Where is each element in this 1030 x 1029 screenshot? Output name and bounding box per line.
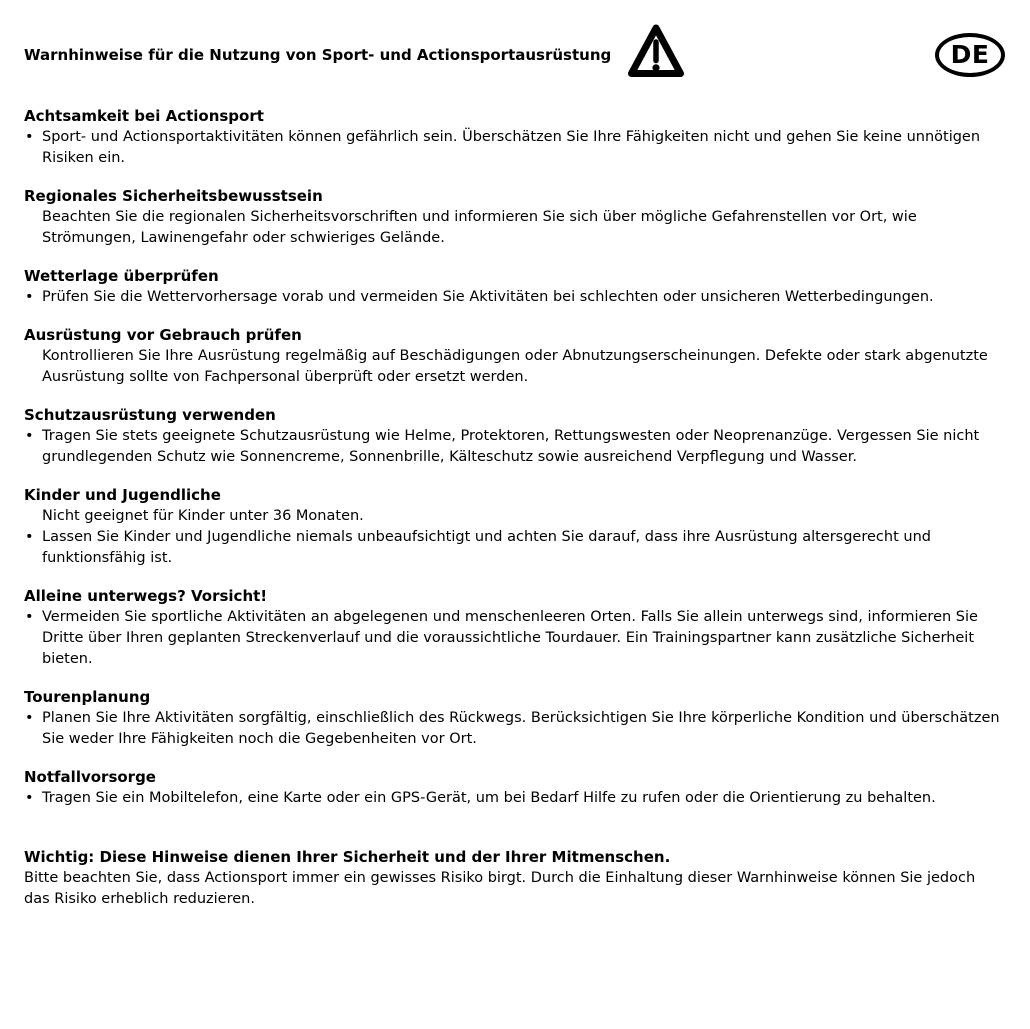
item-text: Kontrollieren Sie Ihre Ausrüstung regelmäßig auf Beschädigungen oder Abnutzungserscheinungen. Defekte oder stark abgenutzte Ausrüstung sollte von Fachpersonal überprüft oder ersetzt werden. (42, 348, 988, 385)
bullet-marker: • (25, 790, 34, 806)
warning-section (24, 186, 1005, 249)
warning-section (24, 325, 1005, 388)
document-header (24, 0, 1005, 90)
page-title: Warnhinweise für die Nutzung von Sport- und Actionsportausrüstung (24, 45, 612, 64)
section-heading: Tourenplanung (24, 688, 151, 706)
language-badge: DE (935, 33, 1005, 77)
item-text: Nicht geeignet für Kinder unter 36 Monaten. (42, 508, 364, 524)
item-text: Tragen Sie stets geeignete Schutzausrüstung wie Helme, Protektoren, Rettungswesten oder Neoprenanzüge. Vergessen Sie nicht grundlegenden Schutz wie Sonnencreme, Sonnenbrille, Kälteschutz sowie ausreichend Verpflegung und Wasser. (42, 428, 980, 465)
footer-heading: Wichtig: Diese Hinweise dienen Ihrer Sicherheit und der Ihrer Mitmenschen. (24, 848, 671, 866)
sections-container (24, 106, 1005, 809)
section-heading: Schutzausrüstung verwenden (24, 406, 276, 424)
section-heading: Regionales Sicherheitsbewusstsein (24, 187, 323, 205)
section-heading: Ausrüstung vor Gebrauch prüfen (24, 326, 302, 344)
indented-item (24, 207, 1005, 249)
section-heading: Notfallvorsorge (24, 768, 156, 786)
bullet-marker: • (25, 428, 34, 444)
bullet-item (24, 788, 1005, 809)
item-text: Sport- und Actionsportaktivitäten können gefährlich sein. Überschätzen Sie Ihre Fähigkeiten nicht und gehen Sie keine unnötigen Risiken ein. (42, 129, 981, 166)
bullet-marker: • (25, 289, 34, 305)
bullet-item (24, 426, 1005, 468)
bullet-item (24, 287, 1005, 308)
warning-section (24, 687, 1005, 750)
document-footer (24, 847, 1005, 910)
warning-triangle-icon (627, 22, 685, 89)
indented-item (24, 346, 1005, 388)
section-heading: Kinder und Jugendliche (24, 486, 221, 504)
item-text: Planen Sie Ihre Aktivitäten sorgfältig, einschließlich des Rückwegs. Berücksichtigen Sie Ihre körperliche Kondition und überschätzen Sie weder Ihre Fähigkeiten noch die Gegebenheiten vor Ort. (42, 710, 1000, 747)
bullet-item (24, 527, 1005, 569)
bullet-marker: • (25, 710, 34, 726)
bullet-item (24, 127, 1005, 169)
item-text: Beachten Sie die regionalen Sicherheitsvorschriften und informieren Sie sich über mögliche Gefahrenstellen vor Ort, wie Strömungen, Lawinengefahr oder schwieriges Gelände. (42, 209, 917, 246)
indented-item (24, 506, 1005, 527)
bullet-marker: • (25, 529, 34, 545)
bullet-item (24, 607, 1005, 670)
warning-section (24, 586, 1005, 670)
section-heading: Achtsamkeit bei Actionsport (24, 107, 264, 125)
footer-text: Bitte beachten Sie, dass Actionsport immer ein gewisses Risiko birgt. Durch die Einhaltung dieser Warnhinweise können Sie jedoch das Risiko erheblich reduzieren. (24, 870, 976, 907)
warning-section (24, 266, 1005, 308)
item-text: Vermeiden Sie sportliche Aktivitäten an abgelegenen und menschenleeren Orten. Falls Sie allein unterwegs sind, informieren Sie Dritte über Ihren geplanten Streckenverlauf und die voraussichtliche Tourdauer. Ein Trainingspartner kann zusätzliche Sicherheit bieten. (42, 609, 978, 667)
bullet-marker: • (25, 129, 34, 145)
section-heading: Wetterlage überprüfen (24, 267, 219, 285)
bullet-marker: • (25, 609, 34, 625)
warning-section (24, 106, 1005, 169)
item-text: Prüfen Sie die Wettervorhersage vorab und vermeiden Sie Aktivitäten bei schlechten oder unsicheren Wetterbedingungen. (42, 289, 934, 305)
section-heading: Alleine unterwegs? Vorsicht! (24, 587, 268, 605)
item-text: Tragen Sie ein Mobiltelefon, eine Karte oder ein GPS-Gerät, um bei Bedarf Hilfe zu rufen oder die Orientierung zu behalten. (42, 790, 936, 806)
warning-section (24, 485, 1005, 569)
warning-section (24, 767, 1005, 809)
item-text: Lassen Sie Kinder und Jugendliche niemals unbeaufsichtigt und achten Sie darauf, dass ihre Ausrüstung altersgerecht und funktionsfähig ist. (42, 529, 931, 566)
bullet-item (24, 708, 1005, 750)
warning-section (24, 405, 1005, 468)
